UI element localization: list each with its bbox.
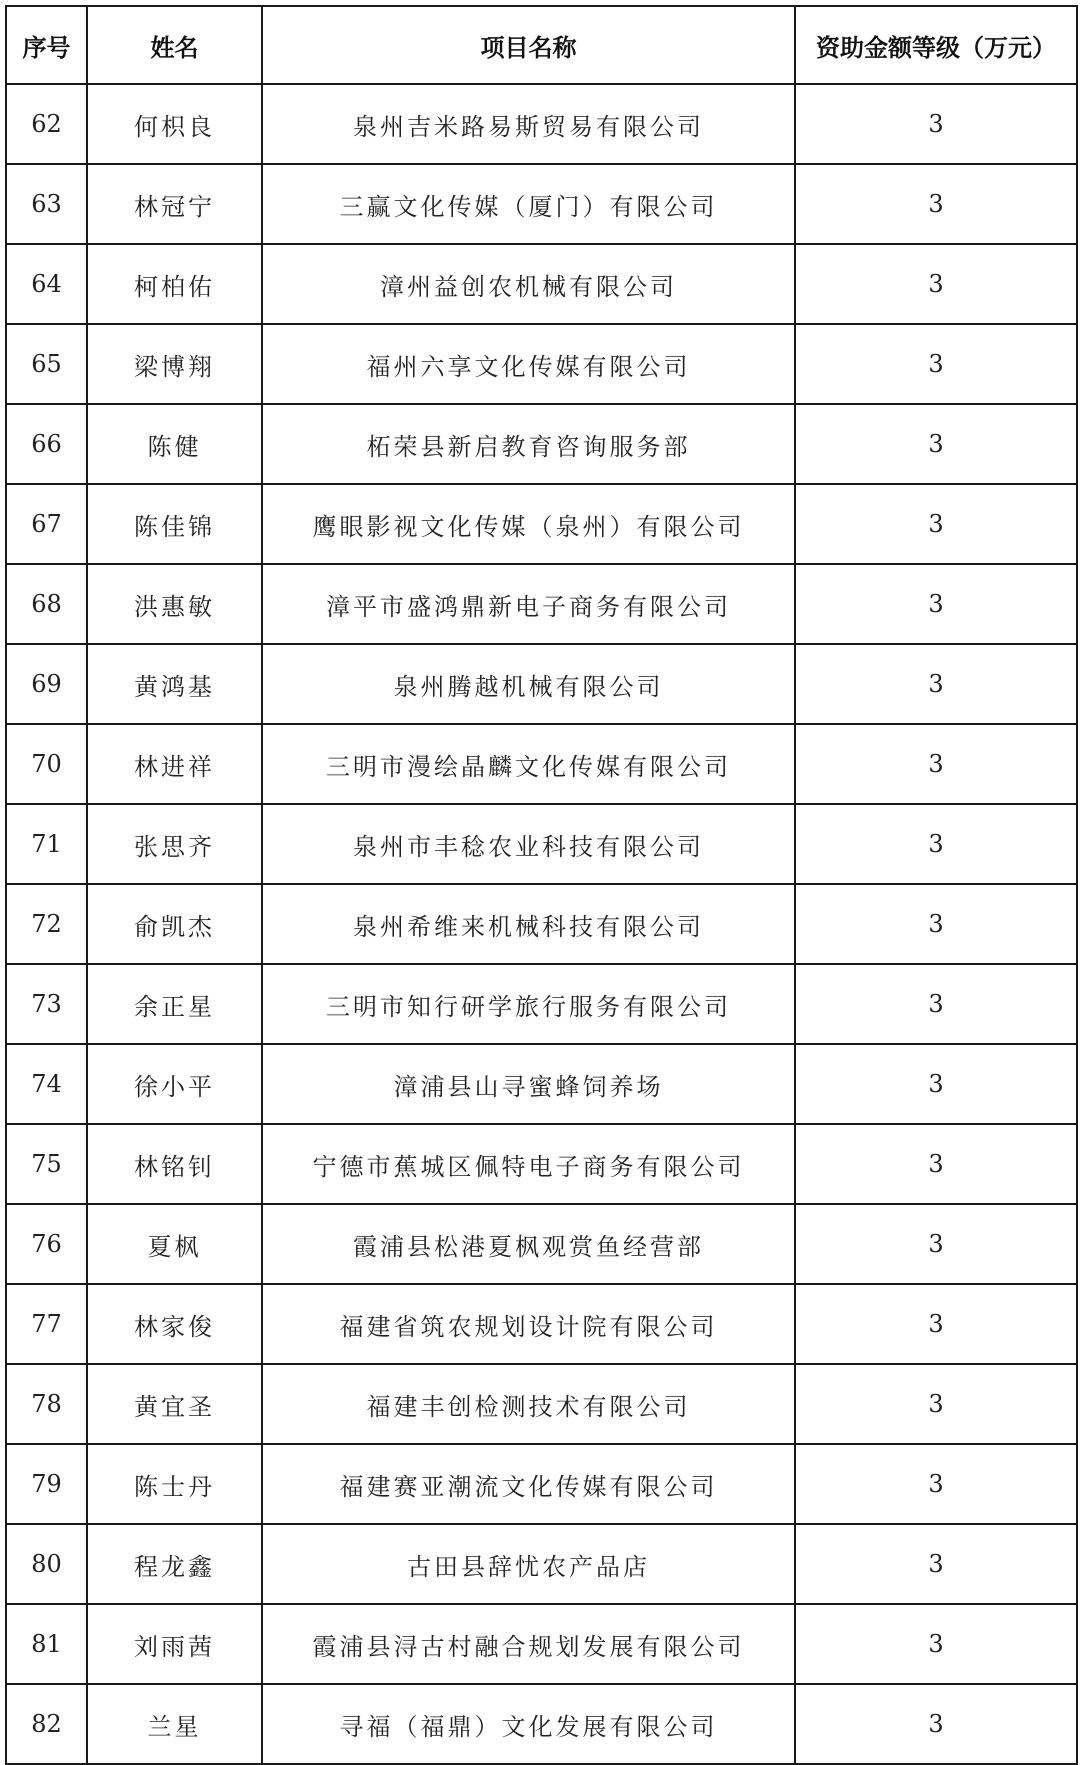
- table-row: [6, 1204, 1077, 1284]
- cell-project: 福建省筑农规划设计院有限公司: [262, 1284, 795, 1364]
- cell-project: 漳州益创农机械有限公司: [262, 244, 795, 324]
- header-seq: 序号: [6, 6, 87, 84]
- cell-amount: 3: [795, 1044, 1077, 1124]
- cell-project: 福建赛亚潮流文化传媒有限公司: [262, 1444, 795, 1524]
- cell-seq: 65: [6, 324, 87, 404]
- cell-amount: 3: [795, 1364, 1077, 1444]
- cell-project: 霞浦县浔古村融合规划发展有限公司: [262, 1604, 795, 1684]
- cell-name: 刘雨茜: [87, 1604, 262, 1684]
- cell-amount: 3: [795, 484, 1077, 564]
- table-row: [6, 1044, 1077, 1124]
- cell-name: 梁博翔: [87, 324, 262, 404]
- cell-seq: 77: [6, 1284, 87, 1364]
- cell-name: 林冠宁: [87, 164, 262, 244]
- table-row: [6, 484, 1077, 564]
- table-row: [6, 404, 1077, 484]
- cell-seq: 79: [6, 1444, 87, 1524]
- cell-amount: 3: [795, 1124, 1077, 1204]
- cell-project: 霞浦县松港夏枫观赏鱼经营部: [262, 1204, 795, 1284]
- cell-project: 柘荣县新启教育咨询服务部: [262, 404, 795, 484]
- cell-amount: 3: [795, 404, 1077, 484]
- cell-seq: 78: [6, 1364, 87, 1444]
- cell-amount: 3: [795, 324, 1077, 404]
- cell-seq: 70: [6, 724, 87, 804]
- cell-name: 林进祥: [87, 724, 262, 804]
- cell-seq: 74: [6, 1044, 87, 1124]
- cell-name: 陈佳锦: [87, 484, 262, 564]
- cell-seq: 67: [6, 484, 87, 564]
- table-row: [6, 1364, 1077, 1444]
- header-name: 姓名: [87, 6, 262, 84]
- cell-amount: 3: [795, 1204, 1077, 1284]
- cell-project: 福建丰创检测技术有限公司: [262, 1364, 795, 1444]
- cell-amount: 3: [795, 644, 1077, 724]
- cell-amount: 3: [795, 564, 1077, 644]
- table-row: [6, 1124, 1077, 1204]
- cell-name: 黄鸿基: [87, 644, 262, 724]
- cell-seq: 69: [6, 644, 87, 724]
- cell-seq: 72: [6, 884, 87, 964]
- cell-seq: 68: [6, 564, 87, 644]
- table-row: [6, 884, 1077, 964]
- table-row: [6, 84, 1077, 164]
- table-header-row: [6, 6, 1077, 84]
- cell-name: 张思齐: [87, 804, 262, 884]
- cell-seq: 76: [6, 1204, 87, 1284]
- cell-name: 兰星: [87, 1684, 262, 1764]
- table-row: [6, 244, 1077, 324]
- cell-project: 三明市知行研学旅行服务有限公司: [262, 964, 795, 1044]
- cell-name: 余正星: [87, 964, 262, 1044]
- cell-seq: 75: [6, 1124, 87, 1204]
- cell-project: 三赢文化传媒（厦门）有限公司: [262, 164, 795, 244]
- cell-amount: 3: [795, 164, 1077, 244]
- cell-seq: 81: [6, 1604, 87, 1684]
- table-row: [6, 1604, 1077, 1684]
- cell-project: 泉州腾越机械有限公司: [262, 644, 795, 724]
- cell-name: 林家俊: [87, 1284, 262, 1364]
- table-row: [6, 1684, 1077, 1764]
- table-row: [6, 164, 1077, 244]
- cell-amount: 3: [795, 804, 1077, 884]
- cell-amount: 3: [795, 964, 1077, 1044]
- cell-seq: 71: [6, 804, 87, 884]
- cell-seq: 63: [6, 164, 87, 244]
- cell-seq: 64: [6, 244, 87, 324]
- cell-amount: 3: [795, 84, 1077, 164]
- cell-seq: 66: [6, 404, 87, 484]
- table-row: [6, 964, 1077, 1044]
- cell-amount: 3: [795, 1524, 1077, 1604]
- cell-name: 黄宜圣: [87, 1364, 262, 1444]
- cell-project: 宁德市蕉城区佩特电子商务有限公司: [262, 1124, 795, 1204]
- cell-project: 福州六享文化传媒有限公司: [262, 324, 795, 404]
- cell-project: 三明市漫绘晶麟文化传媒有限公司: [262, 724, 795, 804]
- cell-name: 林铭钊: [87, 1124, 262, 1204]
- cell-project: 古田县辞忧农产品店: [262, 1524, 795, 1604]
- table-row: [6, 1284, 1077, 1364]
- cell-project: 泉州市丰稔农业科技有限公司: [262, 804, 795, 884]
- cell-name: 柯柏佑: [87, 244, 262, 324]
- cell-project: 漳平市盛鸿鼎新电子商务有限公司: [262, 564, 795, 644]
- cell-project: 泉州吉米路易斯贸易有限公司: [262, 84, 795, 164]
- table-row: [6, 1444, 1077, 1524]
- cell-name: 夏枫: [87, 1204, 262, 1284]
- table-row: [6, 564, 1077, 644]
- cell-project: 泉州希维来机械科技有限公司: [262, 884, 795, 964]
- table-row: [6, 1524, 1077, 1604]
- header-project: 项目名称: [262, 6, 795, 84]
- cell-seq: 62: [6, 84, 87, 164]
- cell-name: 陈士丹: [87, 1444, 262, 1524]
- cell-amount: 3: [795, 1444, 1077, 1524]
- cell-seq: 73: [6, 964, 87, 1044]
- cell-seq: 82: [6, 1684, 87, 1764]
- cell-name: 何枳良: [87, 84, 262, 164]
- table-row: [6, 644, 1077, 724]
- cell-name: 俞凯杰: [87, 884, 262, 964]
- cell-project: 漳浦县山寻蜜蜂饲养场: [262, 1044, 795, 1124]
- cell-amount: 3: [795, 1684, 1077, 1764]
- cell-project: 鹰眼影视文化传媒（泉州）有限公司: [262, 484, 795, 564]
- cell-amount: 3: [795, 884, 1077, 964]
- cell-amount: 3: [795, 1604, 1077, 1684]
- cell-name: 陈健: [87, 404, 262, 484]
- header-amount: 资助金额等级（万元）: [795, 6, 1077, 84]
- cell-amount: 3: [795, 1284, 1077, 1364]
- cell-name: 洪惠敏: [87, 564, 262, 644]
- cell-name: 程龙鑫: [87, 1524, 262, 1604]
- table-row: [6, 324, 1077, 404]
- cell-project: 寻福（福鼎）文化发展有限公司: [262, 1684, 795, 1764]
- funding-table: [5, 5, 1078, 1765]
- cell-name: 徐小平: [87, 1044, 262, 1124]
- table-row: [6, 804, 1077, 884]
- cell-seq: 80: [6, 1524, 87, 1604]
- table-row: [6, 724, 1077, 804]
- cell-amount: 3: [795, 724, 1077, 804]
- cell-amount: 3: [795, 244, 1077, 324]
